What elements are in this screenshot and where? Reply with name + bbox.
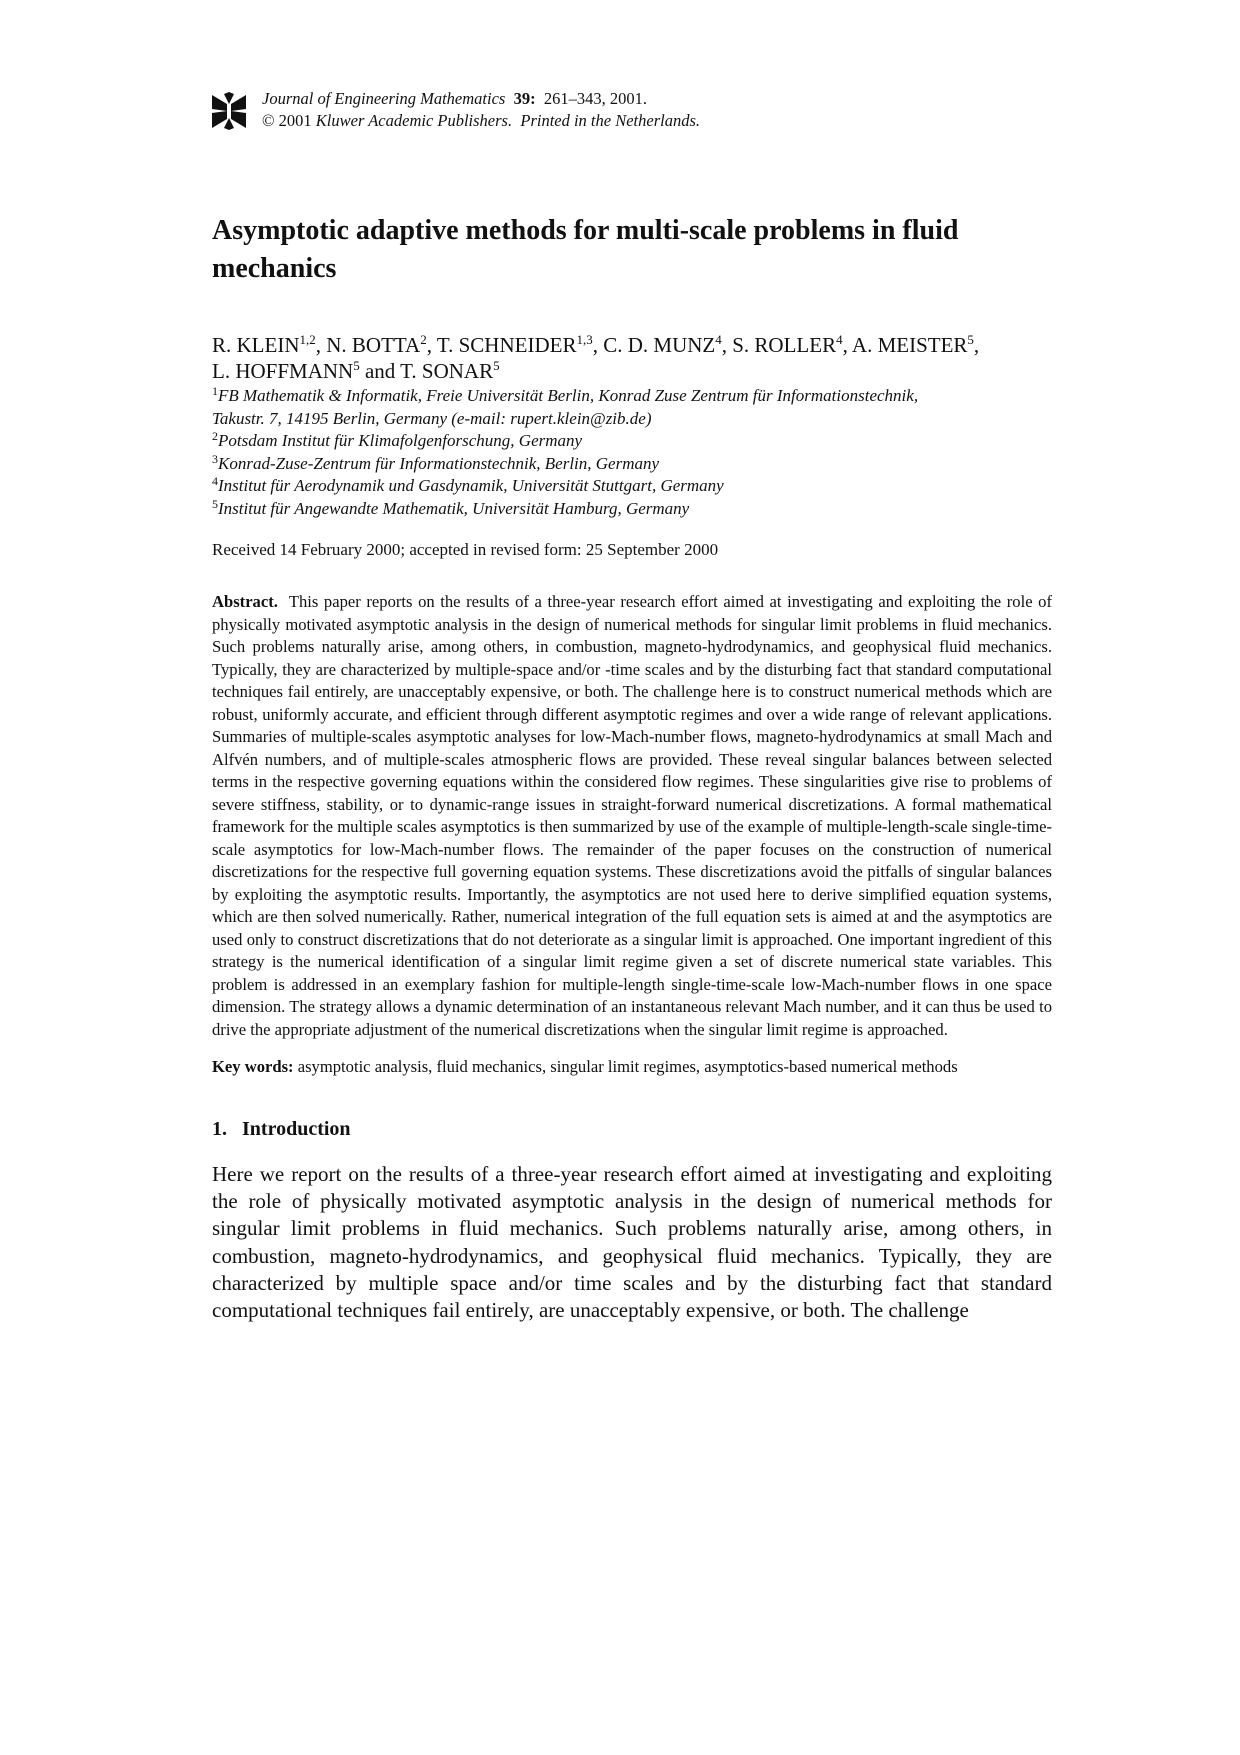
affiliation bbox=[212, 385, 1052, 408]
author: , N. BOTTA bbox=[315, 333, 421, 357]
author: L. HOFFMANN bbox=[212, 359, 354, 383]
author-affiliation-mark: 1,2 bbox=[299, 332, 316, 347]
author-affiliation-mark: 5 bbox=[353, 358, 360, 373]
author-affiliation-mark: 4 bbox=[715, 332, 722, 347]
affiliation-number: 4 bbox=[212, 474, 218, 488]
affiliation bbox=[212, 430, 1052, 453]
journal-citation bbox=[262, 88, 700, 132]
affiliation-text: Konrad-Zuse-Zentrum für Informationstechnik, Berlin, Germany bbox=[218, 453, 660, 473]
affiliation bbox=[212, 498, 1052, 521]
printed-in: Printed in the Netherlands. bbox=[520, 111, 701, 130]
affiliation-number: 1 bbox=[212, 384, 218, 398]
author-list bbox=[212, 332, 1052, 384]
publisher-name: Kluwer Academic Publishers. bbox=[315, 111, 513, 130]
affiliation bbox=[212, 453, 1052, 476]
author-affiliation-mark: 4 bbox=[836, 332, 843, 347]
section-heading-introduction: 1. Introduction bbox=[212, 1118, 351, 1140]
author: and T. SONAR bbox=[359, 359, 494, 383]
journal-pages-year: 261–343, 2001. bbox=[543, 89, 647, 108]
author: , T. SCHNEIDER bbox=[426, 333, 577, 357]
affiliation-text: Institut für Aerodynamik und Gasdynamik, Universität Stuttgart, Germany bbox=[218, 476, 724, 495]
keywords-label: Key words: bbox=[212, 1057, 294, 1076]
affiliation-number: 2 bbox=[212, 429, 218, 443]
affiliation-text: Takustr. 7, 14195 Berlin, Germany (e-mail: rupert.klein@zib.de) bbox=[212, 408, 652, 428]
keywords bbox=[212, 1056, 1052, 1078]
author: R. KLEIN bbox=[212, 333, 300, 357]
author-affiliation-mark: 1,3 bbox=[576, 332, 593, 347]
affiliation-number: 3 bbox=[212, 451, 218, 466]
paper-title: Asymptotic adaptive methods for multi-scale problems in fluid mechanics bbox=[212, 215, 959, 284]
author-affiliation-mark: 2 bbox=[420, 332, 427, 347]
author: , C. D. MUNZ bbox=[592, 333, 716, 357]
author: , A. MEISTER bbox=[842, 333, 968, 357]
journal-name: Journal of Engineering Mathematics bbox=[262, 89, 506, 108]
author: , S. ROLLER bbox=[721, 333, 837, 357]
author-affiliation-mark: 5 bbox=[493, 358, 500, 373]
received-dates: Received 14 February 2000; accepted in revised form: 25 September 2000 bbox=[212, 540, 719, 559]
introduction-paragraph: Here we report on the results of a three-year research effort aimed at investigating and exploiting the role of physically motivated asymptotic analysis in the design of numerical methods for singular limit problems in fluid mechanics. Such problems naturally arise, among others, in combustion, magneto-hydrodynamics, and geophysical fluid mechanics. Typically, they are characterized by multiple space and/or time scales and by the disturbing fact that standard computational techniques fail entirely, are unacceptably expensive, or both. The challenge bbox=[212, 1162, 1052, 1323]
publisher-logo-icon bbox=[212, 92, 246, 130]
abstract-label: Abstract. bbox=[212, 592, 278, 611]
abstract bbox=[212, 591, 1052, 1041]
affiliation bbox=[212, 475, 1052, 498]
abstract-text: This paper reports on the results of a three-year research effort aimed at investigating and exploiting the role of physically motivated asymptotic analysis in the design of numerical methods for singular limit problems in fluid mechanics. Such problems naturally arise, among others, in combustion, magneto-hydrodynamics, and geophysical fluid mechanics. Typically, they are characterized by multiple-space and/or -time scales and by the disturbing fact that standard computational techniques fail entirely, are unacceptably expensive, or both. The challenge here is to construct numerical methods which are robust, uniformly accurate, and efficient through different asymptotic regimes and over a wide range of relevant applications. Summaries of multiple-scales asymptotic analyses for low-Mach-number flows, magneto-hydrodynamics at small Mach and Alfvén numbers, and of multiple-scales atmospheric flows are provided. These reveal singular balances between selected terms in the respective governing equations within the considered flow regimes. These singularities give rise to problems of severe stiffness, stability, or to dynamic-range issues in straight-forward numerical discretizations. A formal mathematical framework for the multiple scales asymptotics is then summarized by use of the example of multiple-length-scale single-time-scale asymptotics for low-Mach-number flows. The remainder of the paper focuses on the construction of numerical discretizations for the respective full governing equation systems. These discretizations avoid the pitfalls of singular balances by exploiting the asymptotic results. Importantly, the asymptotics are not used here to derive simplified equation systems, which are then solved numerically. Rather, numerical integration of the full equation sets is aimed at and the asymptotics are used only to construct discretizations that do not deteriorate as a singular limit is approached. One important ingredient of this strategy is the numerical identification of a singular limit regime given a set of discrete numerical state variables. This problem is addressed in an exemplary fashion for multiple-length single-time-scale low-Mach-number flows in one space dimension. The strategy allows a dynamic determination of an instantaneous relevant Mach number, and it can thus be used to drive the appropriate adjustment of the numerical discretizations when the singular limit regime is approached. bbox=[212, 592, 1052, 1039]
affiliation-text: Institut für Angewandte Mathematik, Universität Hamburg, Germany bbox=[218, 498, 690, 518]
copyright-year: © 2001 bbox=[262, 111, 312, 130]
author-affiliation-mark: 5 bbox=[967, 332, 974, 347]
affiliation-continued bbox=[212, 408, 1052, 431]
affiliation-list bbox=[212, 385, 1052, 520]
affiliation-text: FB Mathematik & Informatik, Freie Universität Berlin, Konrad Zuse Zentrum für Informationstechnik, bbox=[218, 386, 919, 405]
keywords-text: asymptotic analysis, fluid mechanics, singular limit regimes, asymptotics-based numerical methods bbox=[297, 1057, 958, 1076]
author-separator: , bbox=[973, 333, 980, 357]
affiliation-number: 5 bbox=[212, 496, 218, 511]
paper-content bbox=[212, 212, 1052, 1324]
journal-volume: 39: bbox=[513, 89, 536, 108]
affiliation-text: Potsdam Institut für Klimafolgenforschung, Germany bbox=[218, 431, 583, 450]
